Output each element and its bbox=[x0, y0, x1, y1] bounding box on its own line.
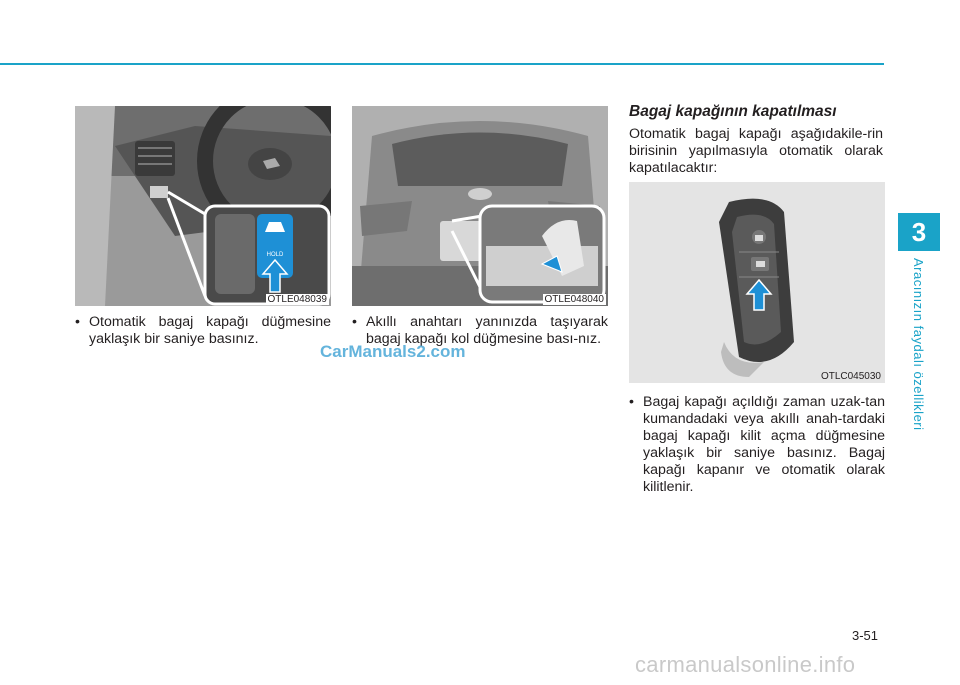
bullet-left bbox=[75, 314, 331, 348]
hold-label: HOLD bbox=[266, 252, 284, 258]
bullet-left-text: Otomatik bagaj kapağı düğmesine yaklaşık bir saniye basınız. bbox=[89, 314, 331, 347]
footer-watermark: carmanualsonline.info bbox=[635, 652, 856, 677]
tailgate-illustration bbox=[352, 106, 608, 306]
section-heading: Bagaj kapağının kapatılması bbox=[629, 103, 837, 120]
bullet-dot: • bbox=[629, 394, 634, 410]
bullet-right-text: Bagaj kapağı açıldığı zaman uzak-tan kumandadaki veya akıllı anah-tardaki bagaj kapağı kilit açma düğmesine yaklaşık bir saniye basınız. Bagaj kapağı kapanır ve otomatik olarak kilitlenir. bbox=[643, 394, 885, 495]
top-rule bbox=[0, 63, 884, 65]
figure-code: OTLE048040 bbox=[544, 294, 604, 305]
chapter-title bbox=[896, 258, 940, 448]
figure-code: OTLE048039 bbox=[267, 294, 327, 305]
smart-key-illustration bbox=[629, 182, 885, 383]
bullet-dot: • bbox=[352, 314, 357, 330]
section-intro: Otomatik bagaj kapağı aşağıdakile-rin birisinin yapılmasıyla otomatik olarak kapatılacaktır: bbox=[629, 126, 883, 176]
figure-smart-key bbox=[629, 182, 885, 383]
page-number: 3-51 bbox=[852, 628, 879, 643]
bullet-middle-text: Akıllı anahtarı yanınızda taşıyarak bagaj kapağı kol düğmesine bası-nız. bbox=[366, 314, 608, 347]
bullet-dot: • bbox=[75, 314, 80, 330]
figure-code: OTLC045030 bbox=[820, 371, 881, 382]
figure-tailgate-handle bbox=[352, 106, 608, 306]
dashboard-illustration bbox=[75, 106, 331, 306]
chapter-tab: 3 bbox=[898, 213, 940, 251]
chapter-title-text: Aracınızın faydalı özellikleri bbox=[911, 258, 926, 431]
figure-dashboard-button bbox=[75, 106, 331, 306]
watermark: CarManuals2.com bbox=[320, 342, 466, 361]
bullet-right bbox=[629, 394, 885, 496]
